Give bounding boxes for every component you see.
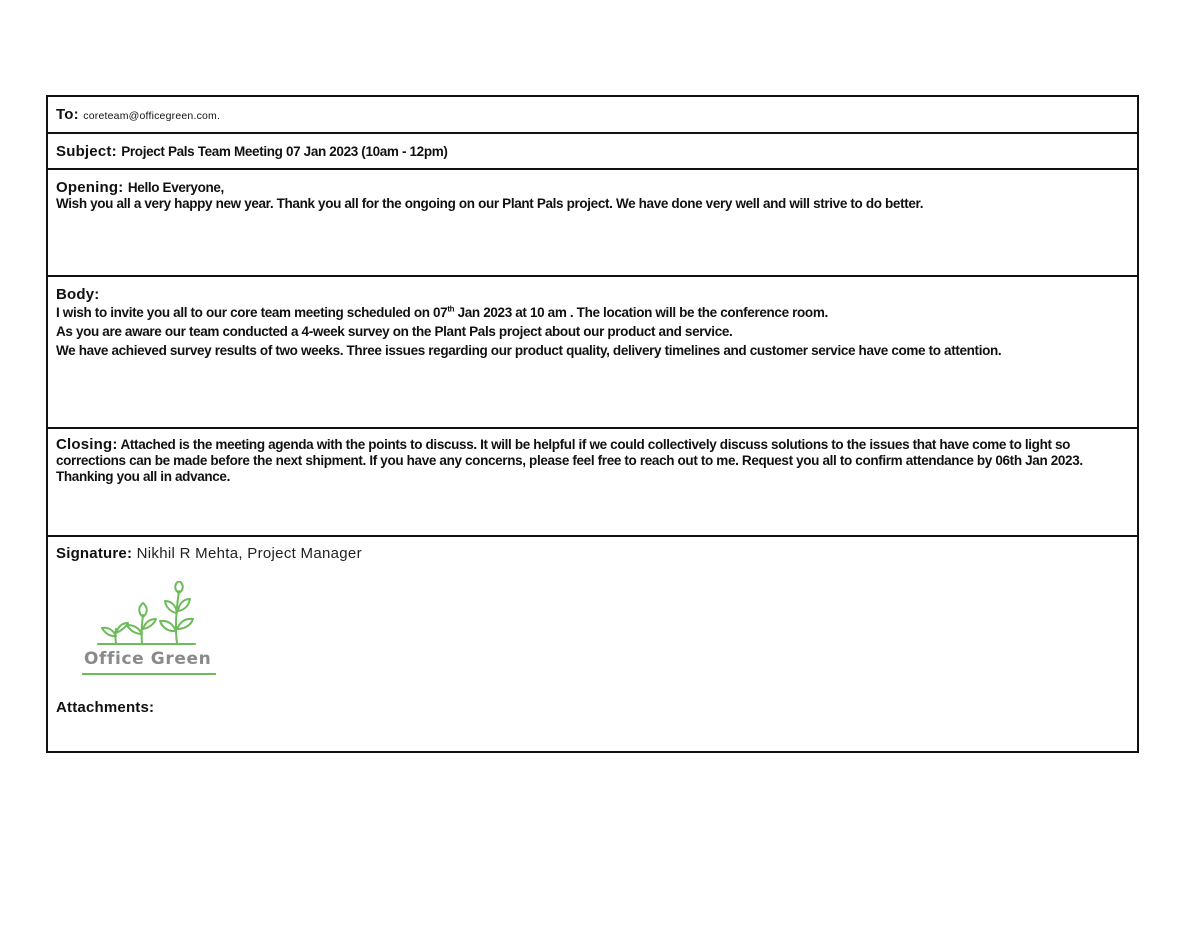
attachments-label: Attachments: <box>56 699 155 716</box>
logo-underline <box>82 673 216 675</box>
signature-label: Signature: <box>56 545 133 562</box>
body-line-survey: As you are aware our team conducted a 4-week survey on the Plant Pals project about our product and service. <box>56 324 733 339</box>
signature-row <box>48 537 1137 751</box>
closing-label: Closing: <box>56 436 118 453</box>
body-line-invite <box>56 303 1129 322</box>
closing-text: Attached is the meeting agenda with the points to discuss. It will be helpful if we could collectively discuss solutions to the issues that have come to light so corrections can be made before the next shipment. If you have any concerns, please feel free to reach out to me. Request you all to confirm attendance by 06th Jan 2023. <box>56 437 1083 468</box>
ordinal-suffix: th <box>447 304 455 314</box>
closing-thanks: Thanking you all in advance. <box>56 469 230 484</box>
body-line-invite-start: I wish to invite you all to our core team meeting scheduled on 07 <box>56 305 448 320</box>
opening-greeting: Hello Everyone, <box>127 180 224 195</box>
to-label: To: <box>56 106 79 123</box>
subject-row <box>48 134 1137 170</box>
to-row <box>48 97 1137 134</box>
sprouting-plants-icon <box>82 581 218 649</box>
body-row <box>48 277 1137 429</box>
body-line-invite-end: Jan 2023 at 10 am . The location will be the conference room. <box>454 305 828 320</box>
closing-row <box>48 429 1137 537</box>
signature-name: Nikhil R Mehta, Project Manager <box>136 545 362 562</box>
body-label: Body: <box>56 286 100 303</box>
logo-wordmark: Office Green <box>84 649 212 669</box>
subject-text: Project Pals Team Meeting 07 Jan 2023 (10am - 12pm) <box>121 144 448 159</box>
to-address: coreteam@officegreen.com. <box>83 110 221 122</box>
opening-row <box>48 170 1137 277</box>
office-green-logo <box>82 581 218 681</box>
opening-label: Opening: <box>56 179 124 196</box>
opening-text: Wish you all a very happy new year. Thank you all for the ongoing on our Plant Pals project. We have done very well and will strive to do better. <box>56 196 924 211</box>
body-line-results: We have achieved survey results of two weeks. Three issues regarding our product quality, delivery timelines and customer service have come to attention. <box>56 343 1002 358</box>
subject-label: Subject: <box>56 143 117 160</box>
email-template-table <box>46 95 1139 753</box>
